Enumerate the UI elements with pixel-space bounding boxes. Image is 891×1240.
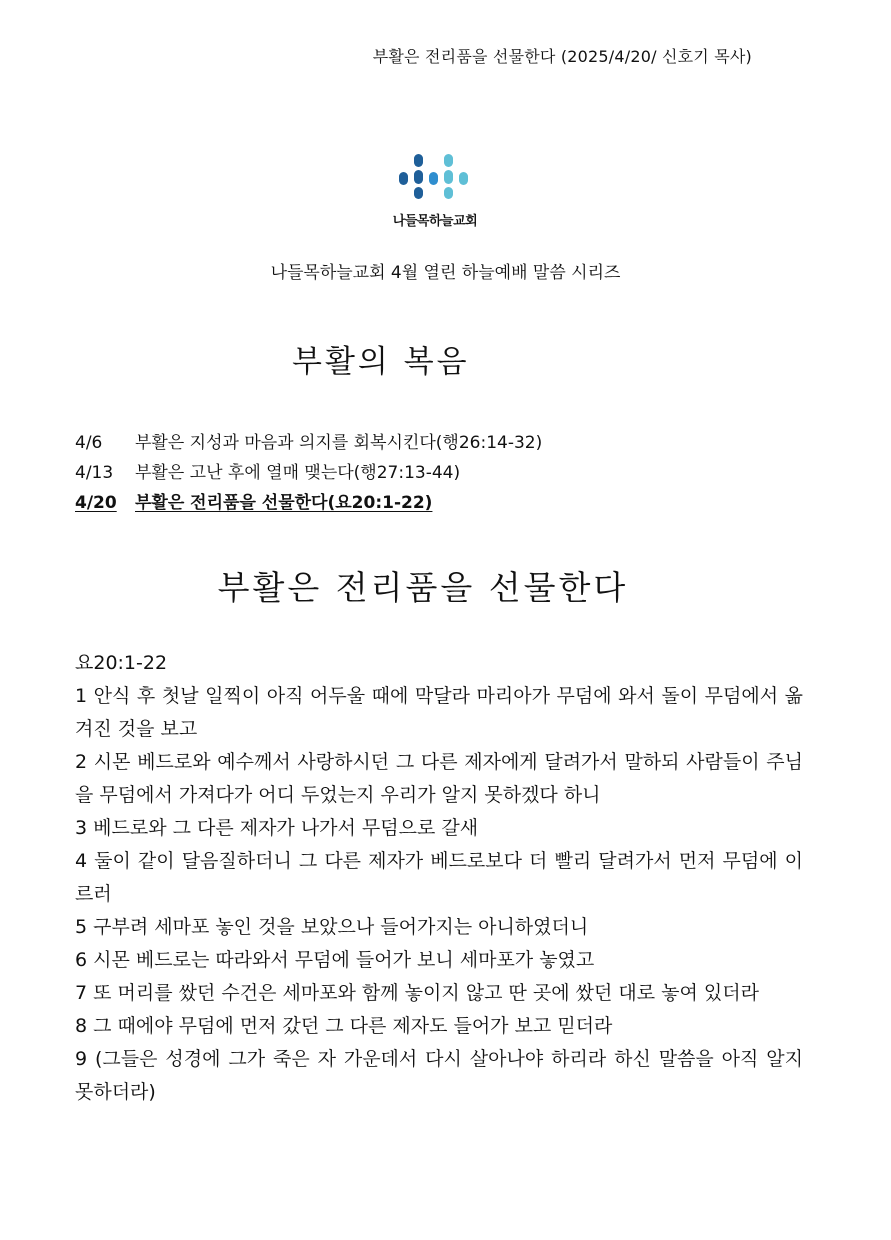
scripture-reference: 요20:1-22: [75, 652, 168, 674]
sermon-title: 부활은 지성과 마음과 의지를 회복시킨다(행26:14-32): [135, 433, 543, 453]
verse: 7 또 머리를 쌌던 수건은 세마포와 함께 놓이지 않고 딴 곳에 쌌던 대로 놓여 있더라: [75, 982, 759, 1004]
verse: 3 베드로와 그 다른 제자가 나가서 무덤으로 갈새: [75, 817, 479, 839]
list-item: [75, 458, 542, 488]
scripture-passage: [75, 647, 803, 1109]
sermon-date: 4/20: [75, 493, 117, 513]
sermon-title: 부활은 전리품을 선물한다(요20:1-22): [135, 493, 433, 513]
verse: 1 안식 후 첫날 일찍이 아직 어두울 때에 막달라 마리아가 무덤에 와서 돌이 무덤에서 옮겨진 것을 보고: [75, 685, 803, 740]
document-header: 부활은 전리품을 선물한다 (2025/4/20/ 신호기 목사): [372, 47, 752, 66]
list-item-current: [75, 488, 542, 518]
verse: 9 (그들은 성경에 그가 죽은 자 가운데서 다시 살아나야 하리라 하신 말씀을 아직 알지 못하더라): [75, 1048, 803, 1103]
church-dots-logo-icon: [397, 152, 473, 202]
series-subtitle: 나들목하늘교회 4월 열린 하늘예배 말씀 시리즈: [270, 263, 621, 283]
list-item: [75, 428, 542, 458]
verse: 2 시몬 베드로와 예수께서 사랑하시던 그 다른 제자에게 달려가서 말하되 사람들이 주님을 무덤에서 가져다가 어디 두었는지 우리가 알지 못하겠다 하니: [75, 751, 803, 806]
church-name: 나들목하늘교회: [392, 214, 478, 229]
church-logo: [380, 152, 490, 232]
verse: 8 그 때에야 무덤에 먼저 갔던 그 다른 제자도 들어가 보고 믿더라: [75, 1015, 613, 1037]
verse: 6 시몬 베드로는 따라와서 무덤에 들어가 보니 세마포가 놓였고: [75, 949, 595, 971]
sermon-date: 4/6: [75, 433, 103, 453]
sermon-series-list: [75, 428, 542, 518]
verse: 5 구부려 세마포 놓인 것을 보았으나 들어가지는 아니하였더니: [75, 916, 589, 938]
verse: 4 둘이 같이 달음질하더니 그 다른 제자가 베드로보다 더 빨리 달려가서 먼저 무덤에 이르러: [75, 850, 803, 905]
series-title: 부활의 복음: [292, 344, 470, 380]
sermon-date: 4/13: [75, 463, 114, 483]
sermon-title-heading: 부활은 전리품을 선물한다: [217, 568, 629, 607]
sermon-title: 부활은 고난 후에 열매 맺는다(행27:13-44): [135, 463, 461, 483]
